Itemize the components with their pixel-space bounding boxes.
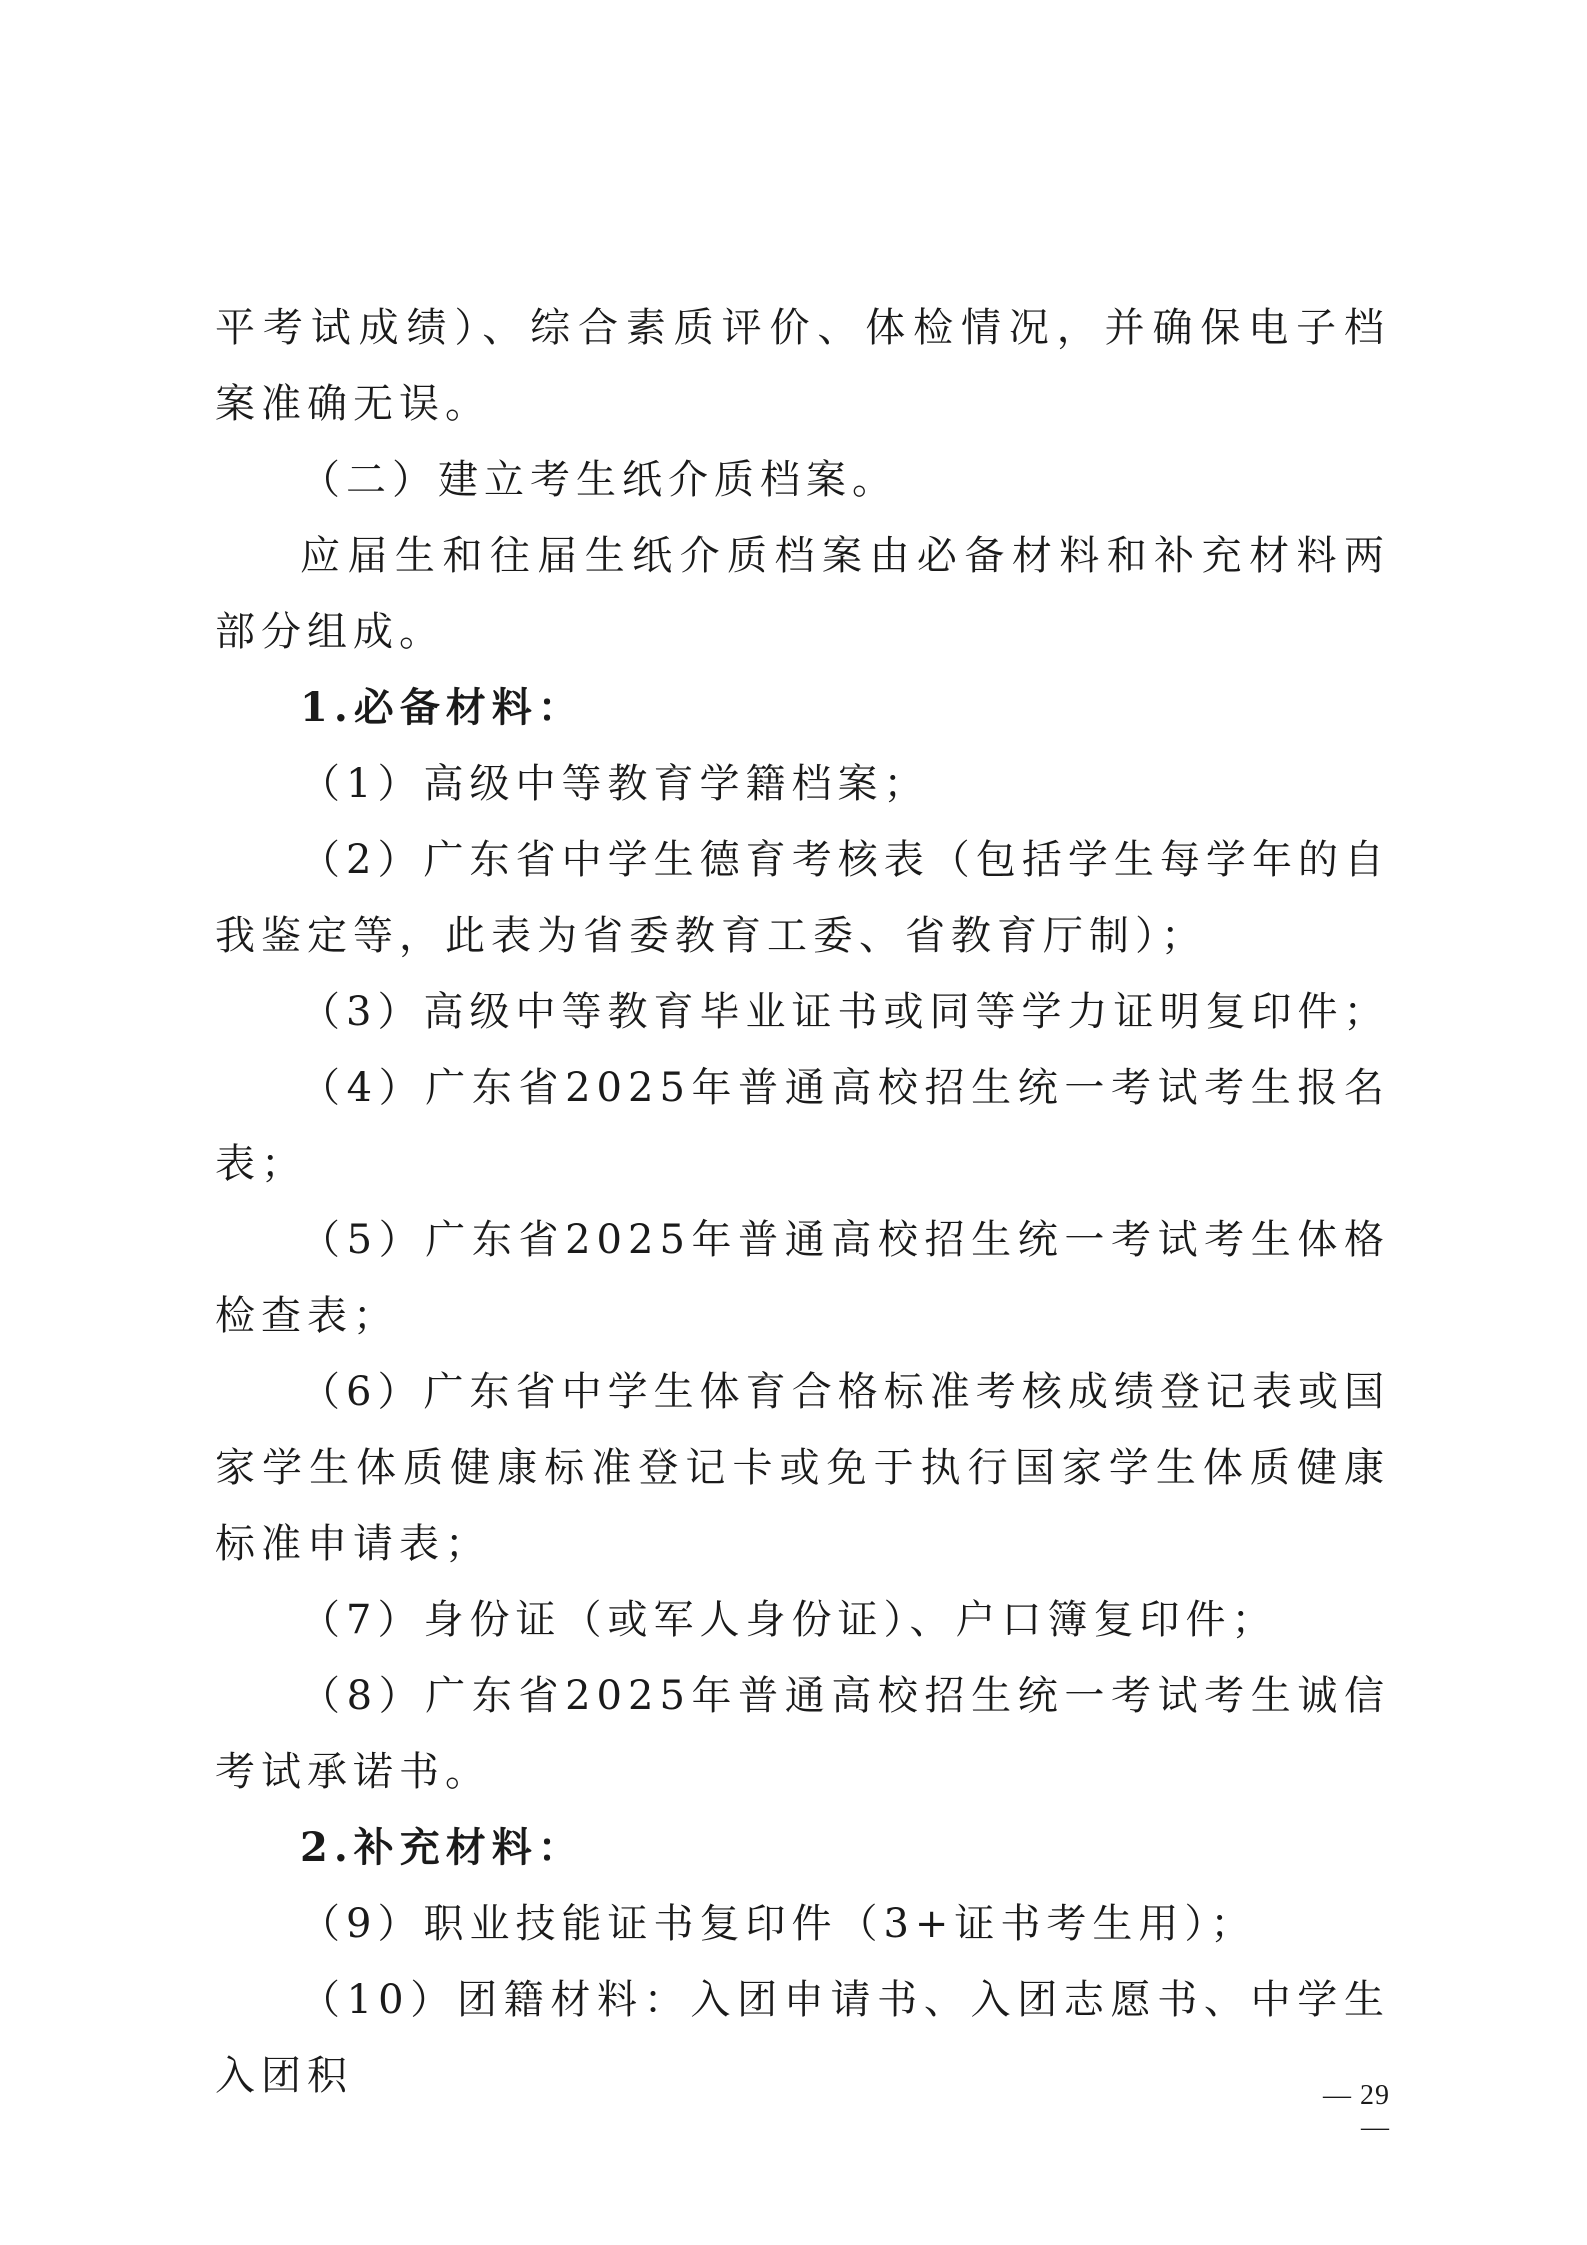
paragraph-1: 平考试成绩）、综合素质评价、体检情况，并确保电子档案准确无误。	[215, 305, 1390, 427]
subheading-required-materials: 1.必备材料：	[300, 684, 584, 731]
document-body	[215, 290, 1390, 2114]
list-item-8: （8）广东省2025年普通高校招生统一考试考生诚信考试承诺书。	[215, 1673, 1390, 1795]
page-number: — 29 —	[1323, 2080, 1390, 2143]
list-item-7: （7）身份证（或军人身份证）、户口簿复印件；	[300, 1597, 1278, 1643]
list-item-6: （6）广东省中学生体育合格标准考核成绩登记表或国家学生体质健康标准登记卡或免于执行国家学生体质健康标准申请表；	[215, 1369, 1390, 1567]
list-item-2: （2）广东省中学生德育考核表（包括学生每学年的自我鉴定等，此表为省委教育工委、省教育厅制）；	[215, 837, 1390, 959]
section-heading-2: （二）建立考生纸介质档案。	[300, 457, 898, 503]
list-item-10: （10）团籍材料：入团申请书、入团志愿书、中学生入团积	[215, 1977, 1390, 2099]
subheading-supplementary-materials: 2.补充材料：	[300, 1824, 584, 1871]
list-item-3: （3）高级中等教育毕业证书或同等学力证明复印件；	[300, 989, 1390, 1035]
list-item-9: （9）职业技能证书复印件（3+证书考生用）；	[300, 1901, 1257, 1947]
list-item-5: （5）广东省2025年普通高校招生统一考试考生体格检查表；	[215, 1217, 1390, 1339]
list-item-4: （4）广东省2025年普通高校招生统一考试考生报名表；	[215, 1065, 1390, 1187]
list-item-1: （1）高级中等教育学籍档案；	[300, 761, 930, 807]
paragraph-3: 应届生和往届生纸介质档案由必备材料和补充材料两部分组成。	[215, 533, 1390, 655]
